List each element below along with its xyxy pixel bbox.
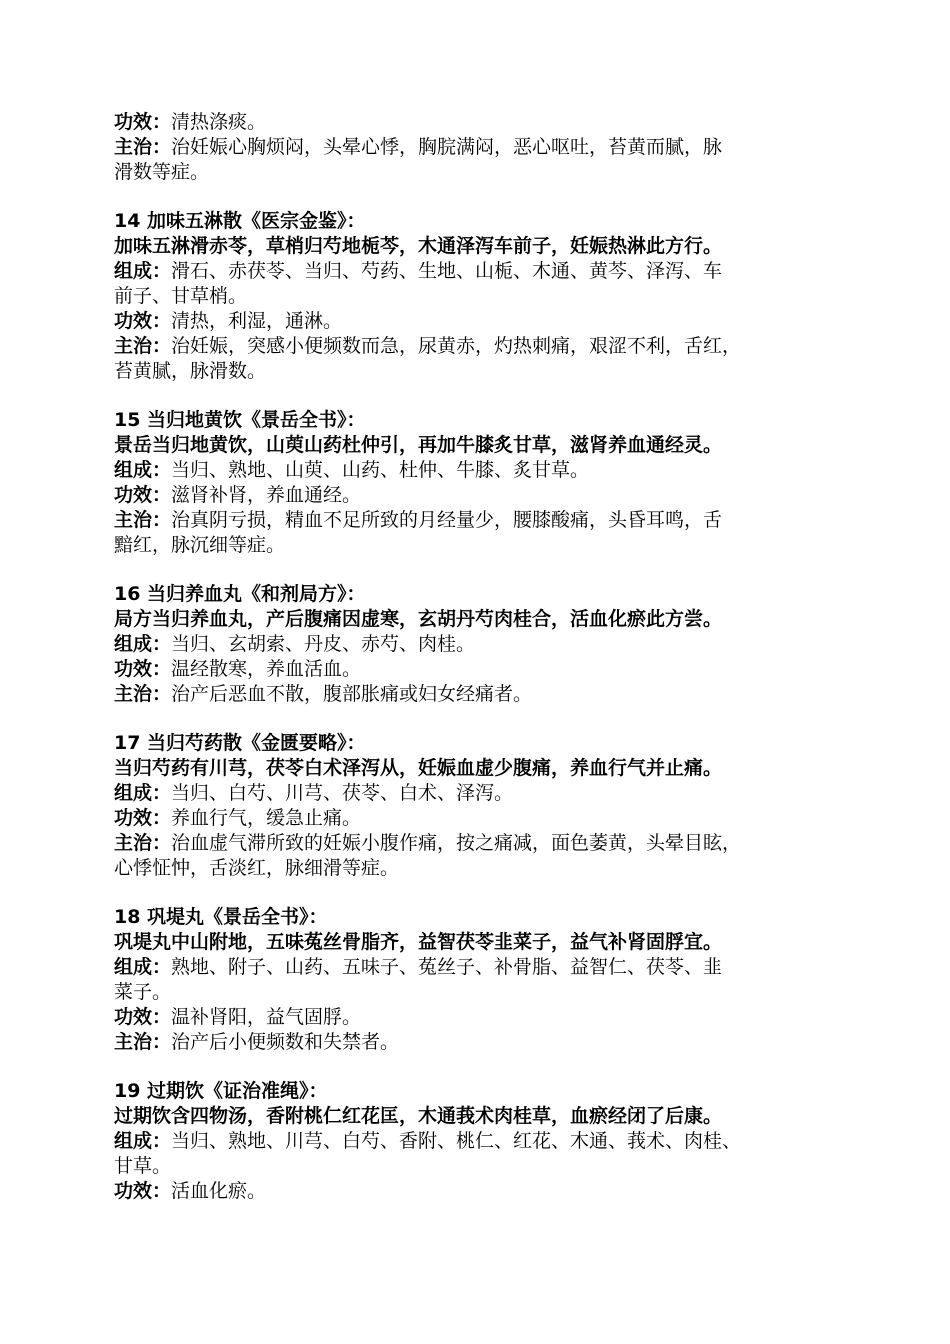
composition-line-2: 菜子。 [114, 981, 172, 1003]
section-heading: 16 当归养血丸《和剂局方》： [114, 583, 366, 605]
indication-line-2: 苔黄腻，脉滑数。 [114, 360, 267, 382]
efficacy-text: 活血化瘀。 [171, 1180, 267, 1202]
indication-label: 主治： [114, 509, 172, 531]
composition-text: 当归、熟地、川芎、白芍、香附、桃仁、红花、木通、莪术、肉桂、 [171, 1130, 742, 1152]
efficacy-label: 功效： [114, 1180, 172, 1202]
indication-line-2: 心悸怔忡，舌淡红，脉细滑等症。 [114, 857, 400, 879]
efficacy-label: 功效： [114, 111, 172, 133]
section-heading: 14 加味五淋散《医宗金鉴》： [114, 210, 366, 232]
section-verse: 加味五淋滑赤苓，草梢归芍地栀芩，木通泽泻车前子，妊娠热淋此方行。 [114, 235, 723, 257]
indication-text: 治产后恶血不散，腹部胀痛或妇女经痛者。 [171, 683, 533, 705]
composition-label: 组成： [114, 633, 172, 655]
efficacy-text: 清热涤痰。 [171, 111, 267, 133]
composition-label: 组成： [114, 1130, 172, 1152]
efficacy-line [114, 1005, 854, 1030]
indication-line [114, 334, 854, 359]
indication-label: 主治： [114, 136, 172, 158]
efficacy-line [114, 1179, 854, 1204]
composition-line-2: 前子、甘草梢。 [114, 285, 248, 307]
section-verse: 巩堤丸中山附地，五味菟丝骨脂齐，益智茯苓韭菜子，益气补肾固脬宜。 [114, 931, 723, 953]
intro-indication-line-2: 滑数等症。 [114, 161, 210, 183]
indication-text: 治妊娠，突感小便频数而急，尿黄赤，灼热刺痛，艰涩不利，舌红， [171, 335, 742, 357]
indication-text: 治妊娠心胸烦闷，头晕心悸，胸脘满闷，恶心呕吐，苔黄而腻，脉 [171, 136, 723, 158]
composition-label: 组成： [114, 782, 172, 804]
composition-text: 滑石、赤茯苓、当归、芍药、生地、山栀、木通、黄芩、泽泻、车 [171, 260, 723, 282]
efficacy-line [114, 309, 854, 334]
composition-line-2: 甘草。 [114, 1155, 172, 1177]
composition-text: 当归、白芍、川芎、茯苓、白术、泽泻。 [171, 782, 514, 804]
section-heading: 18 巩堤丸《景岳全书》： [114, 906, 328, 928]
indication-line [114, 831, 854, 856]
indication-line-2: 黯红，脉沉细等症。 [114, 534, 286, 556]
efficacy-label: 功效： [114, 807, 172, 829]
indication-label: 主治： [114, 1031, 172, 1053]
efficacy-text: 温经散寒，养血活血。 [171, 658, 362, 680]
efficacy-line [114, 657, 854, 682]
efficacy-label: 功效： [114, 1006, 172, 1028]
efficacy-label: 功效： [114, 310, 172, 332]
efficacy-line [114, 483, 854, 508]
intro-efficacy-line [114, 110, 854, 135]
document-page [114, 110, 854, 1204]
efficacy-label: 功效： [114, 484, 172, 506]
indication-text: 治真阴亏损，精血不足所致的月经量少，腰膝酸痛，头昏耳鸣，舌 [171, 509, 723, 531]
composition-line [114, 259, 854, 284]
composition-line [114, 458, 854, 483]
efficacy-text: 滋肾补肾，养血通经。 [171, 484, 362, 506]
composition-label: 组成： [114, 956, 172, 978]
indication-label: 主治： [114, 683, 172, 705]
indication-line [114, 508, 854, 533]
composition-line [114, 781, 854, 806]
composition-text: 当归、熟地、山萸、山药、杜仲、牛膝、炙甘草。 [171, 459, 590, 481]
efficacy-text: 温补肾阳，益气固脬。 [171, 1006, 362, 1028]
indication-label: 主治： [114, 335, 172, 357]
indication-line [114, 1030, 854, 1055]
efficacy-text: 清热，利湿，通淋。 [171, 310, 343, 332]
section-verse: 局方当归养血丸，产后腹痛因虚寒，玄胡丹芍肉桂合，活血化瘀此方尝。 [114, 608, 723, 630]
composition-line [114, 1129, 854, 1154]
composition-line [114, 632, 854, 657]
indication-text: 治产后小便频数和失禁者。 [171, 1031, 400, 1053]
composition-label: 组成： [114, 459, 172, 481]
efficacy-label: 功效： [114, 658, 172, 680]
section-verse: 景岳当归地黄饮，山萸山药杜仲引，再加牛膝炙甘草，滋肾养血通经灵。 [114, 434, 723, 456]
section-verse: 当归芍药有川芎，茯苓白术泽泻从，妊娠血虚少腹痛，养血行气并止痛。 [114, 757, 723, 779]
indication-text: 治血虚气滞所致的妊娠小腹作痛，按之痛减，面色萎黄，头晕目眩， [171, 832, 742, 854]
efficacy-line [114, 806, 854, 831]
composition-text: 当归、玄胡索、丹皮、赤芍、肉桂。 [171, 633, 476, 655]
composition-label: 组成： [114, 260, 172, 282]
composition-text: 熟地、附子、山药、五味子、菟丝子、补骨脂、益智仁、茯苓、韭 [171, 956, 723, 978]
composition-line [114, 955, 854, 980]
section-verse: 过期饮含四物汤，香附桃仁红花匡，木通莪术肉桂草，血瘀经闭了后康。 [114, 1105, 723, 1127]
intro-indication-line [114, 135, 854, 160]
section-heading: 15 当归地黄饮《景岳全书》： [114, 409, 366, 431]
efficacy-text: 养血行气，缓急止痛。 [171, 807, 362, 829]
section-heading: 17 当归芍药散《金匮要略》： [114, 732, 366, 754]
indication-line [114, 682, 854, 707]
section-heading: 19 过期饮《证治准绳》： [114, 1080, 328, 1102]
indication-label: 主治： [114, 832, 172, 854]
